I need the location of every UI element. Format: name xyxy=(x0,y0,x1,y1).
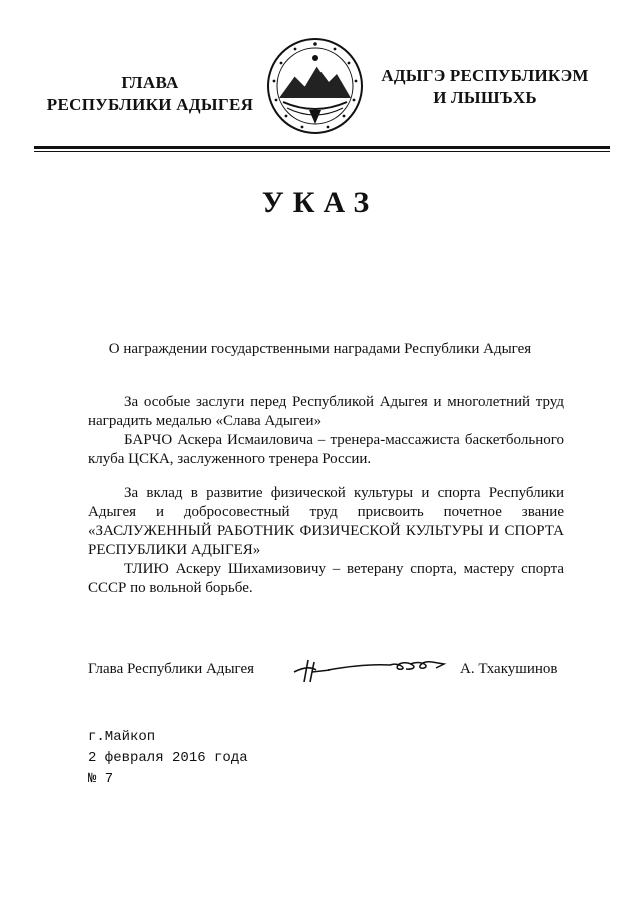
issuer-title-russian xyxy=(30,72,270,116)
header-divider xyxy=(34,146,610,149)
document-subject: О награждении государственными наградами Республики Адыгея xyxy=(108,341,532,357)
handwritten-signature xyxy=(290,652,450,686)
issuer-adyghe-line-1: АДЫГЭ РЕСПУБЛИКЭМ xyxy=(381,66,589,85)
header-divider-thin xyxy=(34,151,610,152)
award-2 xyxy=(88,484,564,598)
issuer-title-adyghe xyxy=(370,65,600,109)
award-2-recipient: ТЛИЮ Аскеру Шихамизовичу – ветерану спорта, мастеру спорта СССР по вольной борьбе. xyxy=(88,561,564,596)
award-1 xyxy=(88,393,564,469)
footer-city: г.Майкоп xyxy=(88,729,156,745)
signatory-name: А. Тхакушинов xyxy=(460,661,558,677)
coat-of-arms-icon xyxy=(265,36,365,136)
award-1-intro: За особые заслуги перед Республикой Адыгея и многолетний труд наградить медалью «Слава Адыгеи» xyxy=(88,394,564,429)
award-2-intro: За вклад в развитие физической культуры и спорта Республики Адыгея и добросовестный труд присвоить почетное звание «ЗАСЛУЖЕННЫЙ РАБОТНИК ФИЗИЧЕСКОЙ КУЛЬТУРЫ И СПОРТА РЕСПУБЛИКИ АДЫГЕЯ» xyxy=(88,485,564,558)
issuer-line-1: ГЛАВА xyxy=(121,73,179,92)
document-title: УКАЗ xyxy=(261,186,379,219)
footer-number: № 7 xyxy=(88,771,114,787)
footer-date: 2 февраля 2016 года xyxy=(88,750,248,766)
issuer-adyghe-line-2: И ЛЫШЪХЬ xyxy=(433,88,537,107)
signatory-position: Глава Республики Адыгея xyxy=(88,661,255,677)
issuer-line-2: РЕСПУБЛИКИ АДЫГЕЯ xyxy=(46,95,254,114)
award-1-recipient: БАРЧО Аскера Исмаиловича – тренера-массажиста баскетбольного клуба ЦСКА, заслуженного тренера России. xyxy=(88,432,564,467)
